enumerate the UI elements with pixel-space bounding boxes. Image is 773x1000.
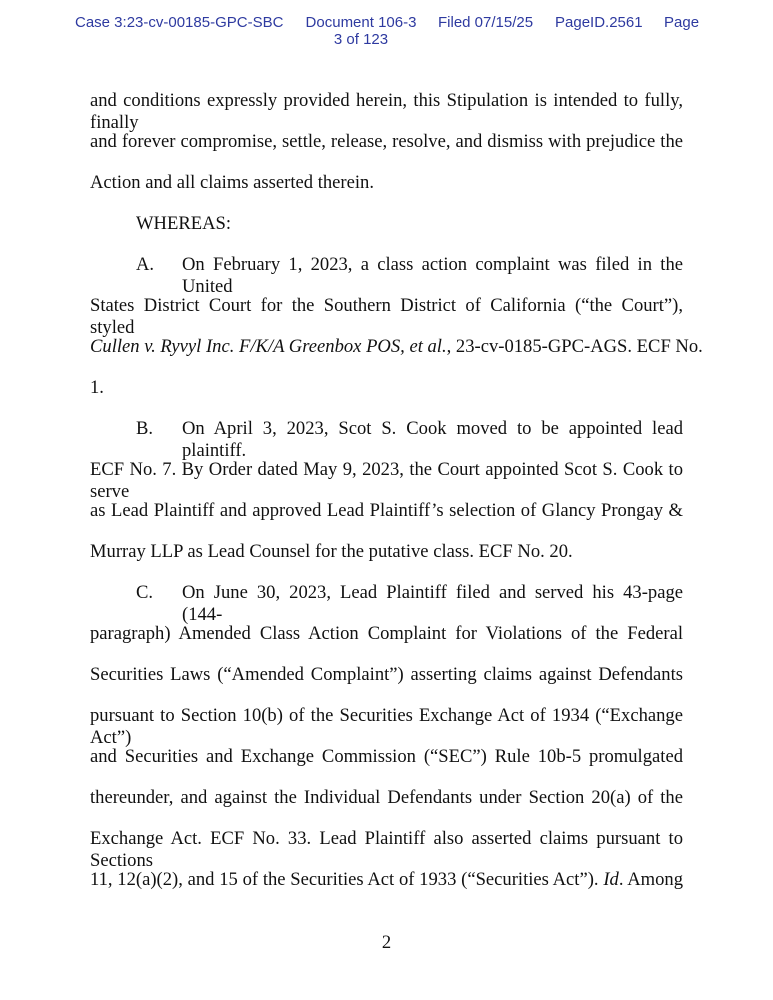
citation-rest: , 23-cv-0185-GPC-AGS. ECF No. [446, 336, 703, 357]
case-citation: Cullen v. Ryvyl Inc. F/K/A Greenbox POS, et al. [90, 336, 447, 357]
paragraph-line: ECF No. 7. By Order dated May 9, 2023, the Court appointed Scot S. Cook to serve [90, 459, 683, 502]
paragraph-label: A. [136, 254, 155, 275]
paragraph-line: pursuant to Section 10(b) of the Securities Exchange Act of 1934 (“Exchange Act”) [90, 705, 683, 748]
paragraph-line: States District Court for the Southern District of California (“the Court”), styled [90, 295, 683, 338]
line-text: 11, 12(a)(2), and 15 of the Securities Act of 1933 (“Securities Act”). [90, 869, 604, 890]
intro-line: and conditions expressly provided herein, this Stipulation is intended to fully, finally [90, 90, 683, 133]
line-text: . Among [618, 869, 683, 890]
whereas-heading: WHEREAS: [136, 213, 232, 234]
intro-line: Action and all claims asserted therein. [90, 172, 374, 193]
paragraph-line: On April 3, 2023, Scot S. Cook moved to be appointed lead plaintiff. [182, 418, 683, 461]
intro-line: and forever compromise, settle, release, resolve, and dismiss with prejudice the [90, 131, 683, 152]
paragraph-line: Exchange Act. ECF No. 33. Lead Plaintiff also asserted claims pursuant to Sections [90, 828, 683, 871]
document-number: Document 106-3 [305, 14, 417, 31]
paragraph-line [90, 336, 703, 360]
id-citation: Id [603, 869, 619, 890]
filed-date: Filed 07/15/25 [438, 14, 534, 31]
paragraph-label: C. [136, 582, 154, 603]
paragraph-line: Murray LLP as Lead Counsel for the putative class. ECF No. 20. [90, 541, 573, 562]
paragraph-line [90, 869, 683, 893]
page-count: 3 of 123 [333, 31, 389, 48]
page-number: 2 [381, 932, 392, 953]
paragraph-line: thereunder, and against the Individual Defendants under Section 20(a) of the [90, 787, 683, 808]
paragraph-line: paragraph) Amended Class Action Complaint for Violations of the Federal [90, 623, 683, 644]
paragraph-label: B. [136, 418, 154, 439]
paragraph-line: as Lead Plaintiff and approved Lead Plaintiff’s selection of Glancy Prongay & [90, 500, 683, 521]
paragraph-line: On February 1, 2023, a class action complaint was filed in the United [182, 254, 683, 297]
paragraph-line: Securities Laws (“Amended Complaint”) asserting claims against Defendants [90, 664, 683, 685]
court-filing-header [0, 14, 773, 54]
page-label: Page [664, 14, 700, 31]
paragraph-line: 1. [90, 377, 104, 398]
page-id: PageID.2561 [555, 14, 643, 31]
case-number: Case 3:23-cv-00185-GPC-SBC [75, 14, 284, 31]
paragraph-line: On June 30, 2023, Lead Plaintiff filed and served his 43-page (144- [182, 582, 683, 625]
paragraph-line: and Securities and Exchange Commission (“SEC”) Rule 10b-5 promulgated [90, 746, 683, 767]
